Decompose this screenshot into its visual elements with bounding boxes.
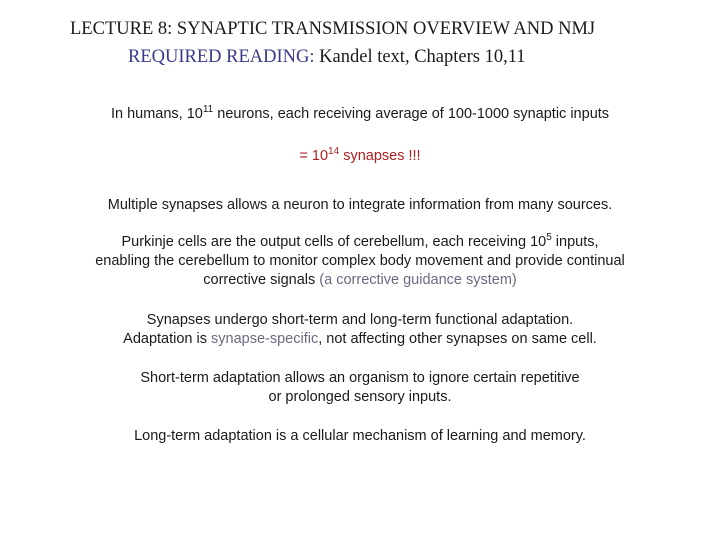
synapse-count-text <box>0 147 720 166</box>
purkinje-highlight: (a corrective guidance system) <box>319 272 517 288</box>
synapses-post: synapses !!! <box>339 148 421 164</box>
multiple-synapses-text: Multiple synapses allows a neuron to integrate information from many sources. <box>107 197 613 213</box>
required-reading-text: Kandel text, Chapters 10,11 <box>314 47 526 67</box>
purkinje-line-3 <box>0 271 720 290</box>
adaptation-paragraph <box>0 311 720 349</box>
humans-exponent: 11 <box>202 104 214 115</box>
synapses-pre: = 10 <box>299 148 329 164</box>
short-term-paragraph <box>0 369 720 407</box>
adaptation-line-1: Synapses undergo short-term and long-term functional adaptation. <box>146 312 574 328</box>
synapses-exponent: 14 <box>328 146 340 157</box>
long-term-text: Long-term adaptation is a cellular mechanism of learning and memory. <box>134 428 586 444</box>
humans-post: neurons, each receiving average of 100-1000 synaptic inputs <box>213 106 610 122</box>
purkinje-line-1-pre: Purkinje cells are the output cells of cerebellum, each receiving 10 <box>121 234 547 250</box>
purkinje-line-3-pre: corrective signals <box>203 272 320 288</box>
required-reading-label: REQUIRED READING: <box>128 47 315 67</box>
adaptation-line-2-pre: Adaptation is <box>123 331 212 347</box>
adaptation-line-2-post: , not affecting other synapses on same cell. <box>318 331 597 347</box>
short-term-line-1: Short-term adaptation allows an organism to ignore certain repetitive <box>140 370 580 386</box>
adaptation-line-2 <box>0 330 720 349</box>
lecture-title: LECTURE 8: SYNAPTIC TRANSMISSION OVERVIEW AND NMJ <box>70 19 596 39</box>
purkinje-line-1-post: inputs, <box>551 234 599 250</box>
humans-neurons-text <box>0 105 720 124</box>
purkinje-exponent: 5 <box>546 232 552 243</box>
required-reading <box>128 47 526 68</box>
short-term-line-2: or prolonged sensory inputs. <box>268 389 452 405</box>
purkinje-paragraph <box>0 233 720 290</box>
humans-pre: In humans, 10 <box>110 106 203 122</box>
adaptation-highlight: synapse-specific <box>211 331 319 347</box>
purkinje-line-2: enabling the cerebellum to monitor complex body movement and provide continual <box>95 253 625 269</box>
purkinje-line-1 <box>0 233 720 252</box>
